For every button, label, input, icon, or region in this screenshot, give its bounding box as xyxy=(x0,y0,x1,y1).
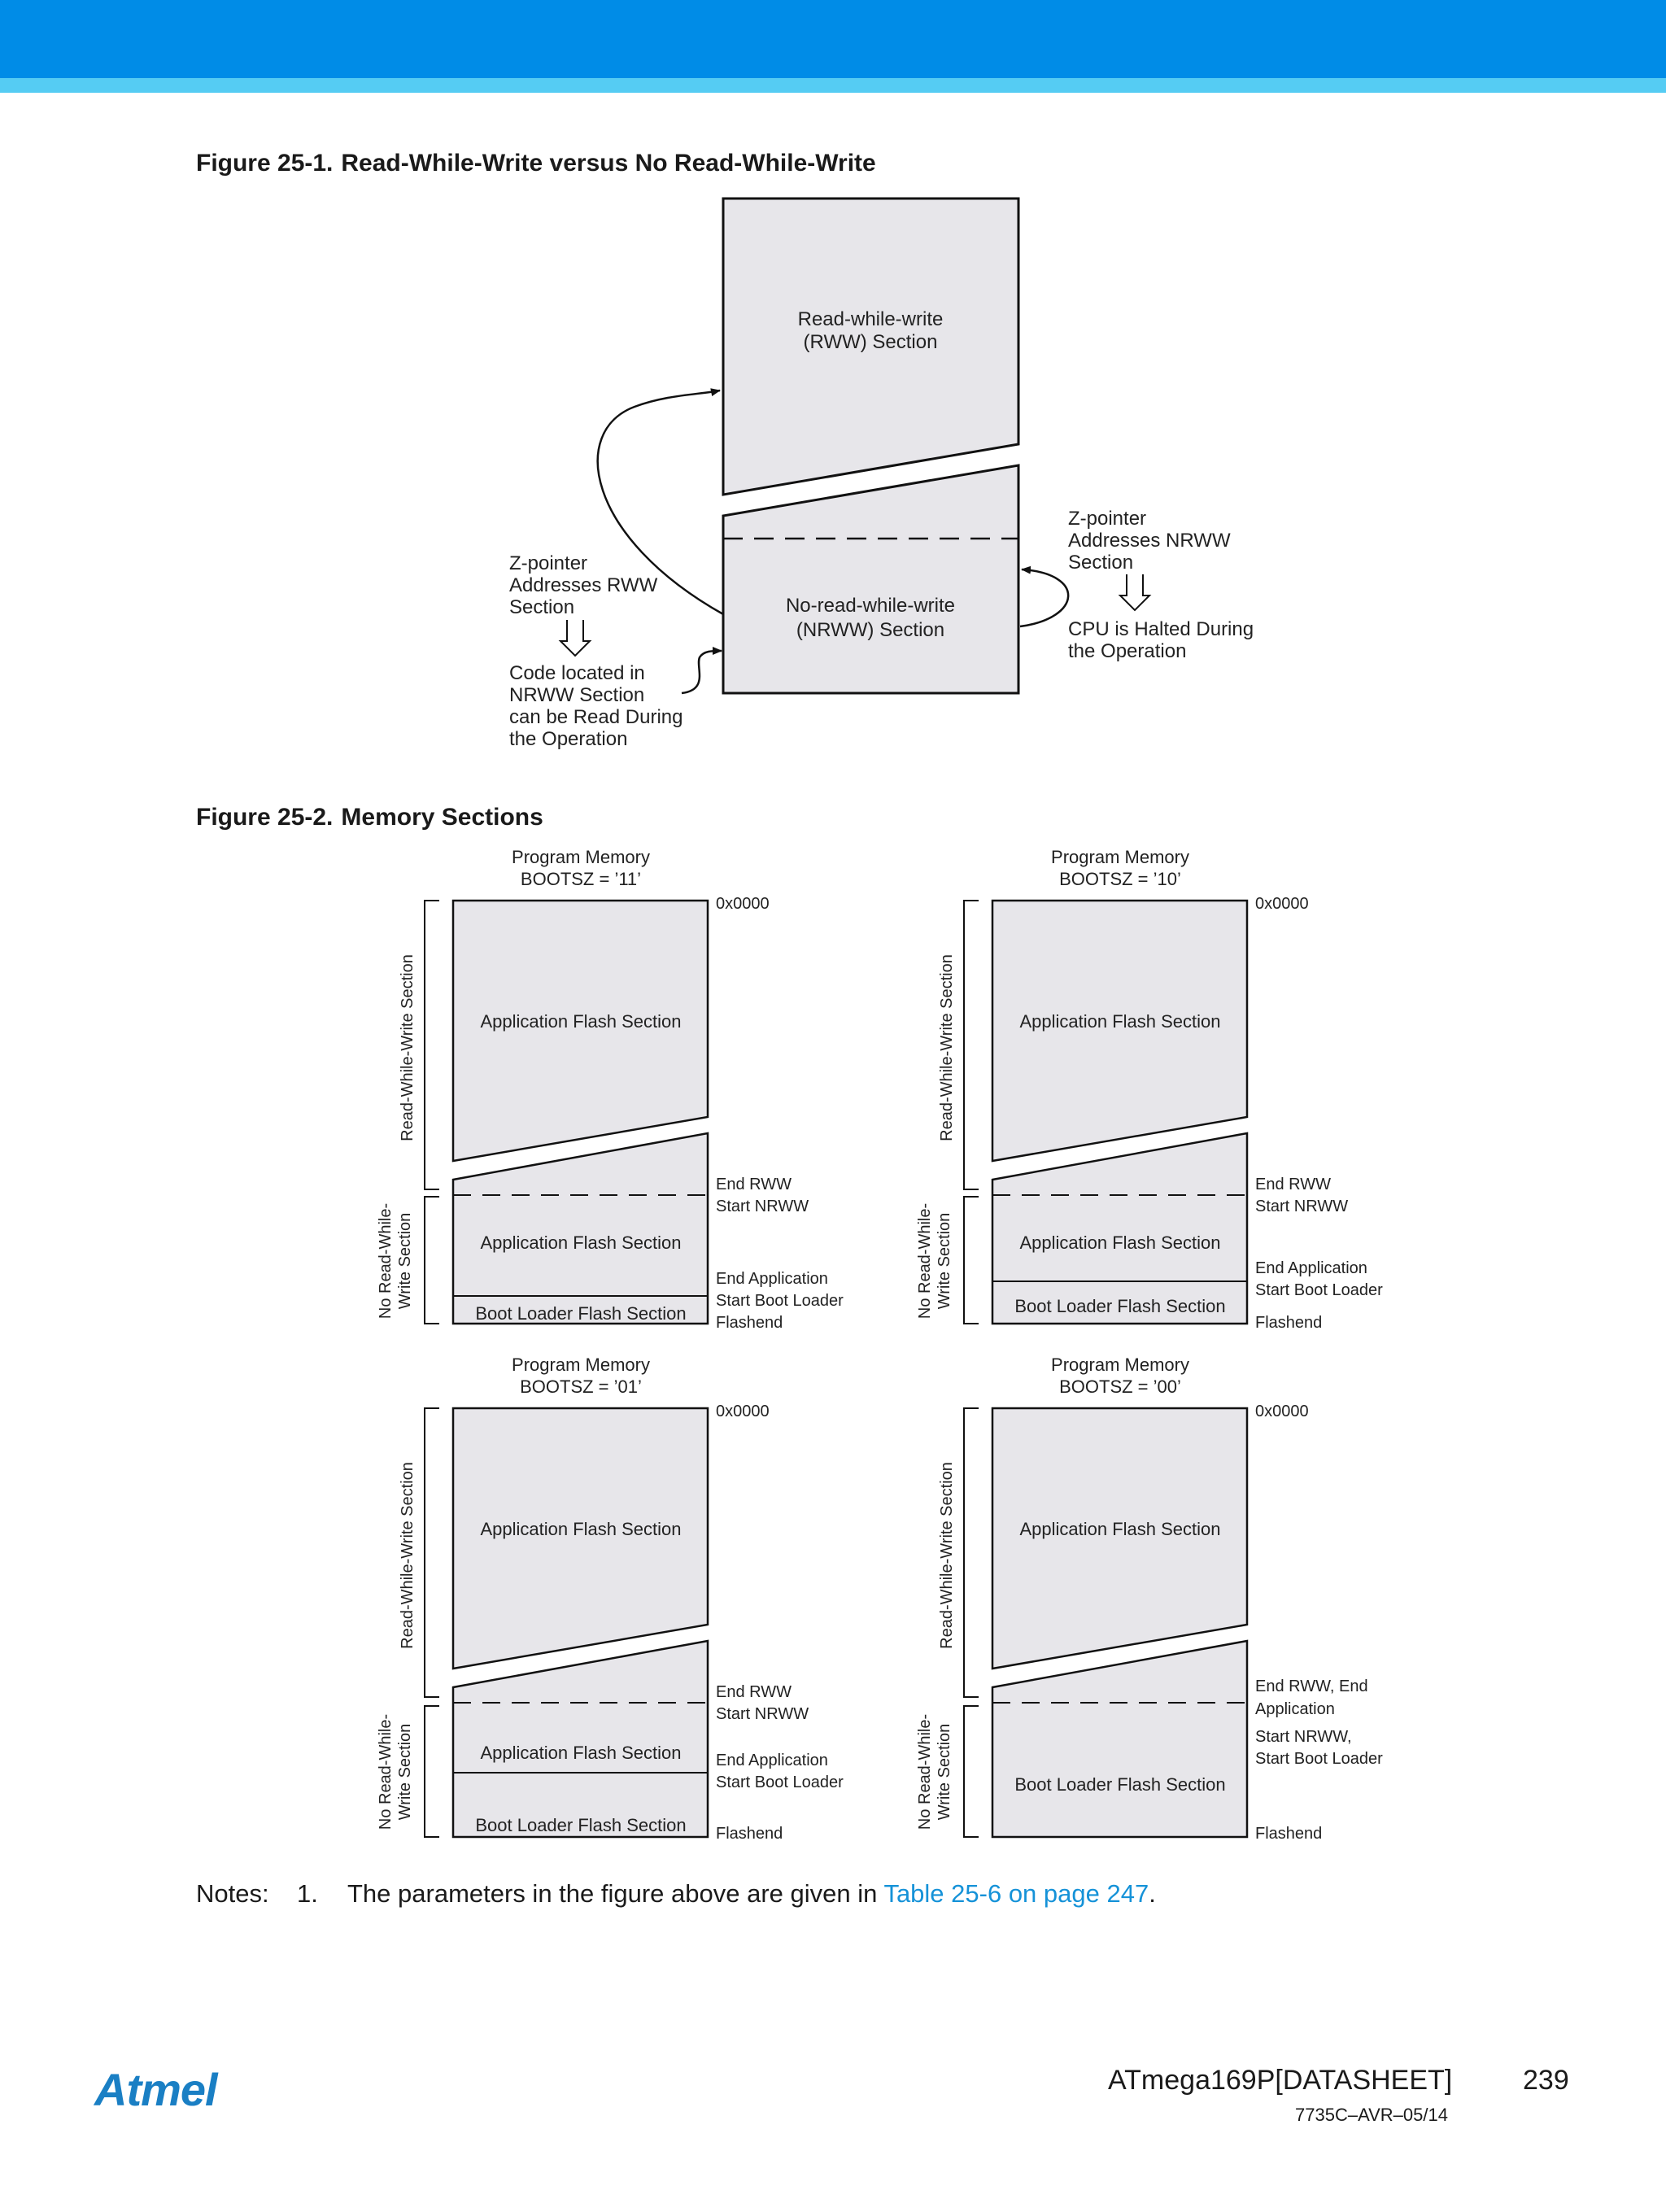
rww-bracket-label: Read-While-Write Section xyxy=(399,1462,416,1649)
addr-end: Flashend xyxy=(716,1825,783,1843)
figure-1-diagram xyxy=(0,0,1666,781)
addr-rww-2: Start NRWW xyxy=(1255,1198,1349,1215)
panel-header-1: Program Memory xyxy=(1051,1355,1189,1375)
right-note-bottom-1: CPU is Halted During xyxy=(1068,618,1254,640)
app-flash-label: Application Flash Section xyxy=(1019,1011,1221,1032)
left-small-arrow xyxy=(682,651,722,693)
right-curve-arrow xyxy=(1020,569,1068,626)
nrww-block xyxy=(992,1133,1247,1324)
figure-1-title: Read-While-Write versus No Read-While-Write xyxy=(341,150,876,177)
addr-rww-1: End RWW xyxy=(716,1683,792,1701)
addr-app-2: Start Boot Loader xyxy=(1255,1750,1383,1768)
addr-app-1: End Application xyxy=(716,1752,828,1769)
left-note-top-1: Z-pointer xyxy=(509,552,588,574)
notes xyxy=(196,1879,1156,1909)
panel-header-2: BOOTSZ = ’10’ xyxy=(1059,869,1181,889)
memory-panel-bootsz-11 xyxy=(377,847,844,1332)
addr-app-2: Start Boot Loader xyxy=(1255,1281,1383,1299)
nrww-bracket xyxy=(964,1706,979,1837)
nrww-bracket-label-2: Write Section xyxy=(396,1723,414,1821)
addr-app-1: Start NRWW, xyxy=(1255,1728,1352,1746)
rww-bracket xyxy=(964,901,979,1189)
rww-bracket xyxy=(425,901,439,1189)
app-flash-label: Application Flash Section xyxy=(480,1011,682,1032)
addr-start: 0x0000 xyxy=(716,1403,770,1420)
right-down-arrow-icon xyxy=(1120,574,1149,610)
figure-2-title: Memory Sections xyxy=(341,804,543,831)
table-link[interactable]: Table 25-6 on page 247 xyxy=(883,1879,1149,1908)
nrww-label-1: No-read-while-write xyxy=(785,595,956,617)
nrww-bracket xyxy=(425,1706,439,1837)
left-note-bottom-4: the Operation xyxy=(509,728,628,750)
rww-bracket xyxy=(425,1408,439,1697)
right-note-bottom-2: the Operation xyxy=(1068,640,1187,662)
app-flash-label: Application Flash Section xyxy=(480,1519,682,1539)
figure-2-caption xyxy=(196,804,543,831)
addr-start: 0x0000 xyxy=(1255,1403,1309,1420)
left-note-bottom-1: Code located in xyxy=(509,662,645,684)
memory-panel-bootsz-10 xyxy=(916,847,1383,1332)
addr-start: 0x0000 xyxy=(1255,895,1309,913)
figure-2-diagram xyxy=(0,838,1666,1847)
note-number: 1. xyxy=(297,1879,318,1908)
addr-end: Flashend xyxy=(716,1314,783,1332)
nrww-app-label: Application Flash Section xyxy=(480,1233,682,1253)
addr-start: 0x0000 xyxy=(716,895,770,913)
memory-panel-bootsz-01 xyxy=(377,1355,844,1843)
note-end: . xyxy=(1149,1879,1156,1908)
atmel-logo: Atmel xyxy=(94,2064,217,2115)
rww-bracket-label: Read-While-Write Section xyxy=(938,1462,956,1649)
nrww-bracket-label-2: Write Section xyxy=(396,1212,414,1310)
addr-rww-1: End RWW, End xyxy=(1255,1678,1368,1695)
left-down-arrow-icon xyxy=(560,620,590,656)
left-note-bottom-2: NRWW Section xyxy=(509,684,645,706)
nrww-bracket xyxy=(425,1197,439,1324)
rww-label-1: Read-while-write xyxy=(797,308,944,330)
addr-rww-1: End RWW xyxy=(1255,1176,1331,1193)
addr-rww-1: End RWW xyxy=(716,1176,792,1193)
nrww-block xyxy=(723,465,1018,693)
nrww-bracket-label-1: No Read-While- xyxy=(377,1202,395,1320)
nrww-label-2: (NRWW) Section xyxy=(796,619,945,641)
right-note-top-3: Section xyxy=(1068,552,1134,574)
memory-panel-bootsz-00 xyxy=(916,1355,1383,1843)
boot-label: Boot Loader Flash Section xyxy=(1014,1296,1226,1316)
panel-header-2: BOOTSZ = ’01’ xyxy=(520,1377,642,1397)
addr-app-2: Start Boot Loader xyxy=(716,1774,844,1791)
nrww-block xyxy=(992,1641,1247,1837)
addr-rww-2: Application xyxy=(1255,1700,1335,1718)
addr-app-1: End Application xyxy=(716,1270,828,1288)
nrww-bracket xyxy=(964,1197,979,1324)
boot-label: Boot Loader Flash Section xyxy=(475,1303,687,1324)
panel-header-1: Program Memory xyxy=(512,847,650,867)
boot-label: Boot Loader Flash Section xyxy=(475,1815,687,1835)
left-note-top-3: Section xyxy=(509,596,575,618)
nrww-bracket-label-1: No Read-While- xyxy=(377,1713,395,1830)
nrww-block xyxy=(453,1133,708,1324)
left-note-bottom-3: can be Read During xyxy=(509,706,683,728)
figure-2-number: Figure 25-2. xyxy=(196,804,334,831)
nrww-bracket-label-1: No Read-While- xyxy=(916,1202,934,1320)
page-number: 239 xyxy=(1523,2065,1569,2096)
nrww-bracket-label-1: No Read-While- xyxy=(916,1713,934,1830)
rww-label-2: (RWW) Section xyxy=(803,331,938,353)
rww-bracket-label: Read-While-Write Section xyxy=(938,954,956,1141)
rww-bracket-label: Read-While-Write Section xyxy=(399,954,416,1141)
addr-app-2: Start Boot Loader xyxy=(716,1292,844,1310)
nrww-bracket-label-2: Write Section xyxy=(935,1723,953,1821)
document-title: ATmega169P[DATASHEET] xyxy=(1108,2065,1453,2096)
notes-label: Notes: xyxy=(196,1879,269,1908)
addr-app-1: End Application xyxy=(1255,1259,1367,1277)
addr-end: Flashend xyxy=(1255,1314,1323,1332)
app-flash-label: Application Flash Section xyxy=(1019,1519,1221,1539)
panel-header-1: Program Memory xyxy=(512,1355,650,1375)
panel-header-1: Program Memory xyxy=(1051,847,1189,867)
nrww-bracket-label-2: Write Section xyxy=(935,1212,953,1310)
rww-bracket xyxy=(964,1408,979,1697)
left-note-top-2: Addresses RWW xyxy=(509,574,658,596)
right-note-top-1: Z-pointer xyxy=(1068,508,1147,530)
boot-label: Boot Loader Flash Section xyxy=(1014,1774,1226,1795)
nrww-app-label: Application Flash Section xyxy=(480,1743,682,1763)
addr-rww-2: Start NRWW xyxy=(716,1198,809,1215)
right-note-top-2: Addresses NRWW xyxy=(1068,530,1231,552)
nrww-app-label: Application Flash Section xyxy=(1019,1233,1221,1253)
document-code: 7735C–AVR–05/14 xyxy=(1295,2105,1448,2125)
addr-rww-2: Start NRWW xyxy=(716,1705,809,1723)
panel-header-2: BOOTSZ = ’11’ xyxy=(520,869,642,889)
note-text: The parameters in the figure above are given in xyxy=(347,1879,884,1908)
nrww-block xyxy=(453,1641,708,1837)
addr-end: Flashend xyxy=(1255,1825,1323,1843)
figure-1-number: Figure 25-1. xyxy=(196,150,334,177)
panel-header-2: BOOTSZ = ’00’ xyxy=(1059,1377,1181,1397)
